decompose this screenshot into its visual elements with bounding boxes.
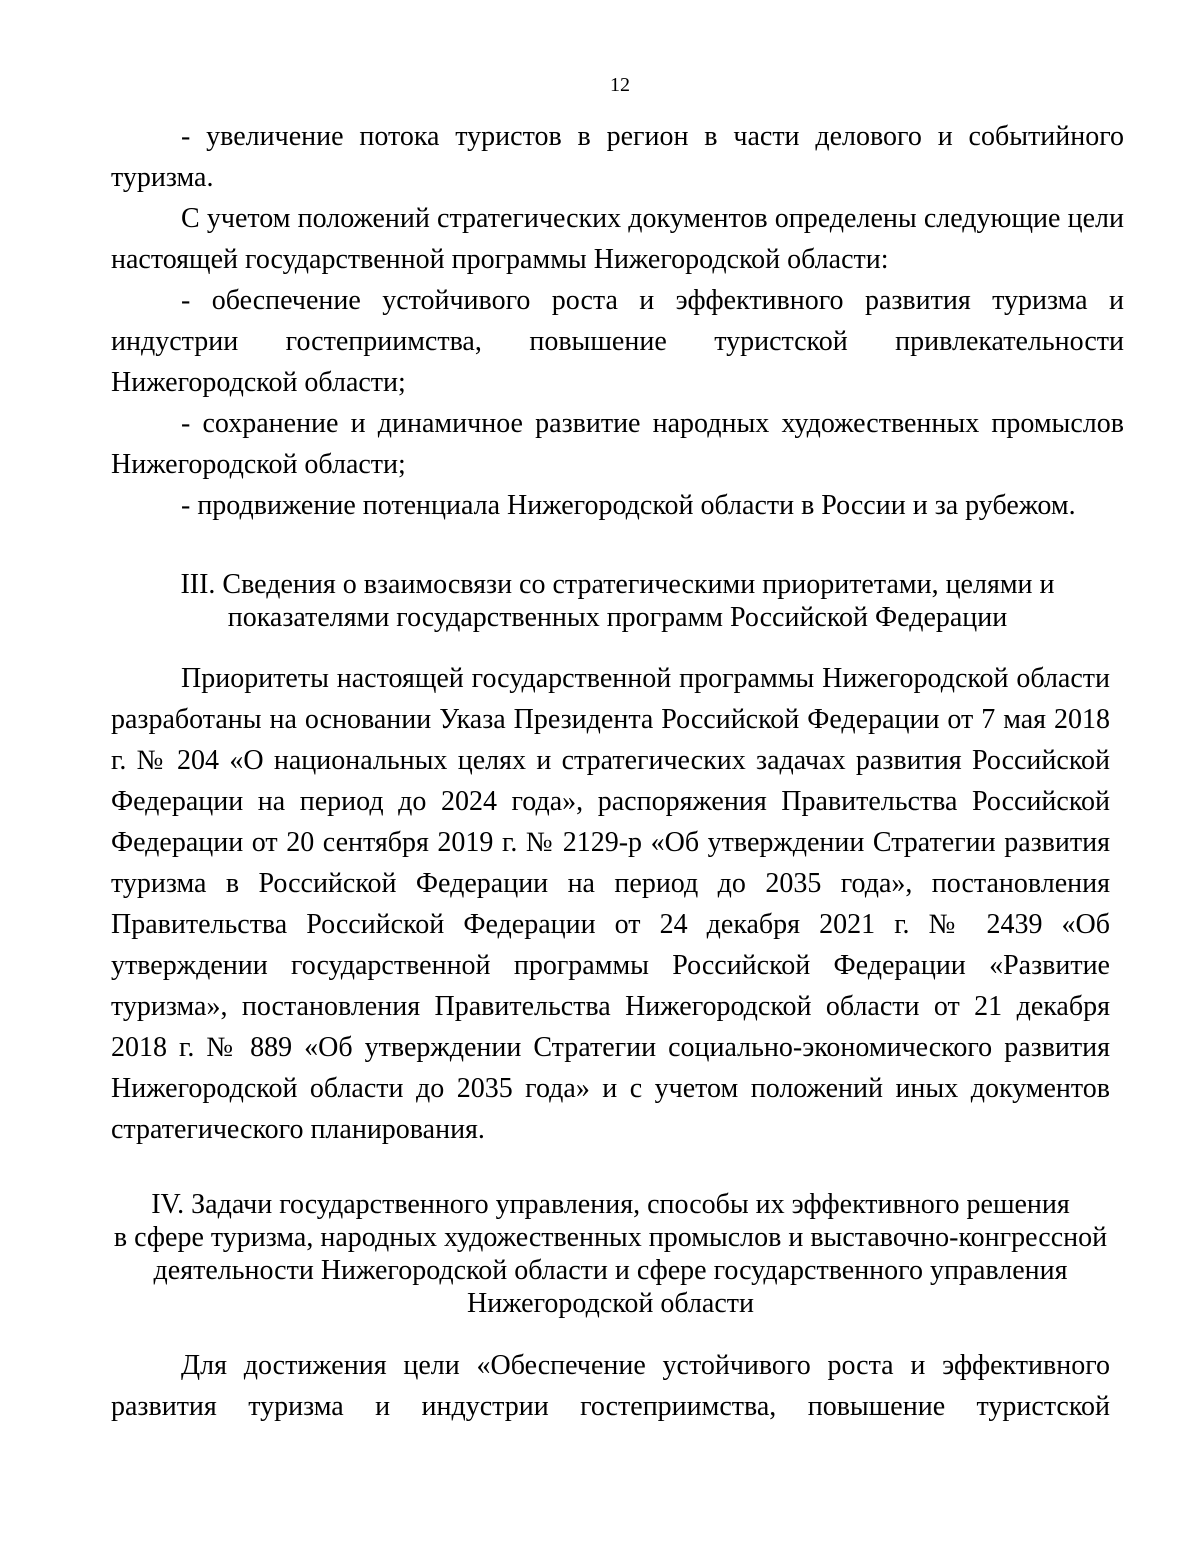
paragraph-goal-crafts: - сохранение и динамичное развитие народных художественных промыслов Нижегородской области; — [111, 408, 1124, 480]
paragraph-achieve-goal: Для достижения цели «Обеспечение устойчивого роста и эффективного развития туризма и индустрии гостеприимства, повышение туристской — [111, 1350, 1110, 1422]
section-4-heading-line: IV. Задачи государственного управления, способы их эффективного решения — [151, 1189, 1070, 1220]
page-number: 12 — [610, 74, 630, 96]
paragraph-priorities: Приоритеты настоящей государственной программы Нижегородской области разработаны на основании Указа Президента Российской Федерации от 7 мая 2018 г. № 204 «О национальных целях и стратегических задачах развития Российской Федерации на период до 2024 года», распоряжения Правительства Российской Федерации от 20 сентября 2019 г. № 2129-р «Об утверждении Стратегии развития туризма в Российской Федерации на период до 2035 года», постановления Правительства Российской Федерации от 24 декабря 2021 г. № 2439 «Об утверждении государственной программы Российской Федерации «Развитие туризма», постановления Правительства Нижегородской области от 21 декабря 2018 г. № 889 «Об утверждении Стратегии социально-экономического развития Нижегородской области до 2035 года» и с учетом положений иных документов стратегического планирования. — [111, 663, 1110, 1145]
section-3-heading-line: III. Сведения о взаимосвязи со стратегическими приоритетами, целями и — [180, 569, 1055, 600]
section-4-heading-line: Нижегородской области — [466, 1288, 755, 1319]
section-4-body — [111, 1345, 1110, 1427]
paragraph-goal-tourism: - обеспечение устойчивого роста и эффективного развития туризма и индустрии гостеприимства, повышение туристской привлекательности Нижегородской области; — [111, 285, 1124, 398]
paragraph-goals-intro: С учетом положений стратегических документов определены следующие цели настоящей государственной программы Нижегородской области: — [111, 203, 1124, 275]
goals-section — [111, 116, 1124, 526]
paragraph-tourist-flow: - увеличение потока туристов в регион в части делового и событийного туризма. — [111, 121, 1124, 193]
section-4-heading-line: деятельности Нижегородской области и сфере государственного управления — [153, 1255, 1068, 1286]
section-4-heading-line: в сфере туризма, народных художественных промыслов и выставочно-конгрессной — [113, 1222, 1108, 1253]
section-3-heading-line: показателями государственных программ Российской Федерации — [227, 602, 1008, 633]
section-3-heading — [111, 568, 1124, 634]
section-3-body — [111, 658, 1110, 1150]
paragraph-goal-promotion: - продвижение потенциала Нижегородской области в России и за рубежом. — [181, 490, 1076, 521]
section-4-heading — [111, 1188, 1110, 1320]
